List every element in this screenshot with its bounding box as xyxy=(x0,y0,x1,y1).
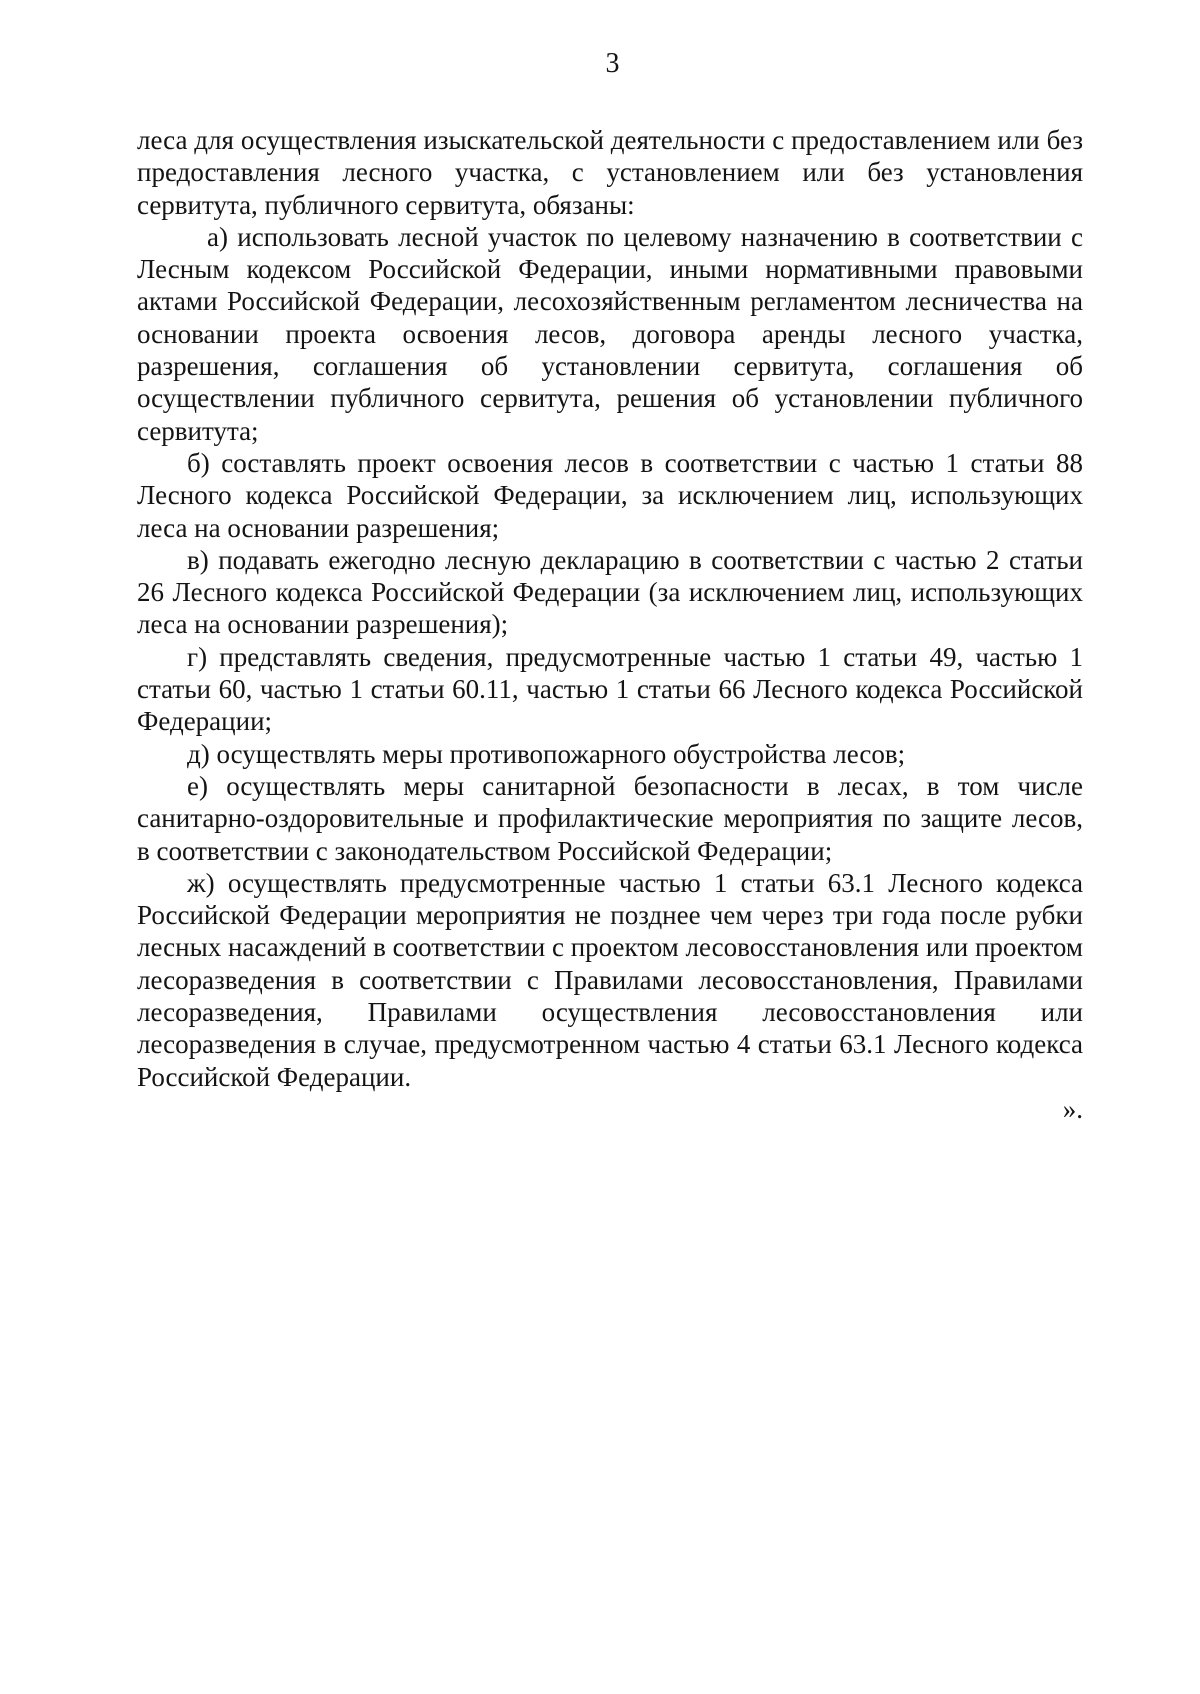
paragraph-item-g: г) представлять сведения, предусмотренные частью 1 статьи 49, частью 1 статьи 60, частью 1 статьи 60.11, частью 1 статьи 66 Лесного кодекса Российской Федерации; xyxy=(137,641,1083,737)
paragraph-item-e: е) осуществлять меры санитарной безопасности в лесах, в том числе санитарно-оздоровительные и профилактические мероприятия по защите лесов, в соответствии с законодательством Российской Федерации; xyxy=(137,770,1083,866)
closing-quote-mark: ». xyxy=(1062,1093,1083,1124)
paragraph-item-d: д) осуществлять меры противопожарного обустройства лесов; xyxy=(187,738,906,769)
paragraph-item-v: в) подавать ежегодно лесную декларацию в соответствии с частью 2 статьи 26 Лесного кодекса Российской Федерации (за исключением лиц, использующих леса на основании разрешения); xyxy=(137,544,1083,640)
paragraph-item-zh: ж) осуществлять предусмотренные частью 1 статьи 63.1 Лесного кодекса Российской Федерации мероприятия не позднее чем через три года после рубки лесных насаждений в соответствии с проектом лесовосстановления или проектом лесоразведения в соответствии с Правилами лесовосстановления, Правилами лесоразведения, Правилами осуществления лесовосстановления или лесоразведения в случае, предусмотренном частью 4 статьи 63.1 Лесного кодекса Российской Федерации. xyxy=(137,867,1083,1092)
paragraph-intro: леса для осуществления изыскательской деятельности с предоставлением или без предоставления лесного участка, с установлением или без установления сервитута, публичного сервитута, обязаны: xyxy=(137,125,1083,220)
document-body xyxy=(137,124,1083,1125)
paragraph-item-a: а) использовать лесной участок по целевому назначению в соответствии с Лесным кодексом Российской Федерации, иными нормативными правовыми актами Российской Федерации, лесохозяйственным регламентом лесничества на основании проекта освоения лесов, договора аренды лесного участка, разрешения, соглашения об установлении сервитута, соглашения об осуществлении публичного сервитута, решения об установлении публичного сервитута; xyxy=(137,221,1083,446)
paragraph-item-b: б) составлять проект освоения лесов в соответствии с частью 1 статьи 88 Лесного кодекса Российской Федерации, за исключением лиц, использующих леса на основании разрешения; xyxy=(137,447,1083,543)
page-number: 3 xyxy=(605,48,620,79)
